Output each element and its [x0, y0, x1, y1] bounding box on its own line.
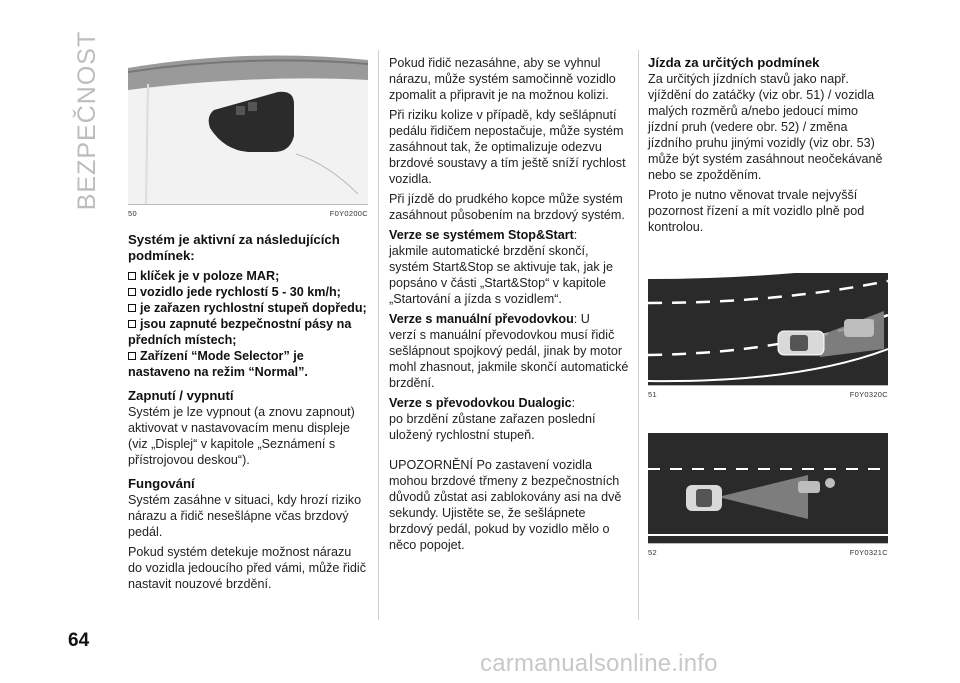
section-title-text: BEZPEČNOST: [73, 30, 102, 210]
paragraph: Proto je nutno věnovat trvale nejvyšší pozornost řízení a mít vozidlo plně pod kontrolou.: [648, 188, 865, 234]
column-divider: [638, 50, 639, 620]
figure-52: [648, 423, 888, 557]
column-1: [128, 44, 368, 592]
figure-caption: [648, 390, 888, 399]
figure-number: 51: [648, 390, 657, 399]
onoff-text: Systém je lze vypnout (a znovu zapnout) aktivovat v nastavovacím menu displeje (viz „Displej“ v kapitole „Seznámení s přístrojovou deskou“).: [128, 405, 355, 467]
column-divider: [378, 50, 379, 620]
stopstart-paragraph: Verze se systémem Stop&Start: jakmile automatické brzdění skončí, systém Start&Stop se aktivuje tak, jak je popsáno v části „Start&Stop“ v kapitole „Startování a jízda s vozidlem“.: [389, 228, 613, 306]
conditions-heading: Jízda za určitých podmínek: [648, 55, 820, 70]
figure-caption: [128, 209, 368, 218]
function-heading: Fungování: [128, 476, 195, 491]
square-bullet-icon: [128, 288, 136, 296]
figure-51: [648, 273, 888, 399]
watermark[interactable]: carmanualsonline.info: [480, 650, 718, 677]
figure-code: F0Y0321C: [849, 548, 888, 557]
conditions-intro: Systém je aktivní za následujících podmínek:: [128, 232, 340, 263]
figure-number: 52: [648, 548, 657, 557]
condition-item: Zařízení “Mode Selector” je nastaveno na režim “Normal”.: [128, 349, 308, 379]
condition-item: vozidlo jede rychlostí 5 - 30 km/h;: [128, 284, 368, 300]
onoff-heading: Zapnutí / vypnutí: [128, 388, 234, 403]
column-3: [648, 55, 888, 557]
stopstart-label: Verze se systémem Stop&Start: [389, 228, 574, 242]
warning-text: UPOZORNĚNÍ Po zastavení vozidla mohou brzdové třmeny z bezpečnostních důvodů zůstat asi zablokovány asi na dvě sekundy. Ujistěte se, že sešlápnete brzdový pedál, pokud by vozidlo mělo o něco popojet.: [389, 458, 622, 552]
manual-label: Verze s manuální převodovkou: [389, 312, 574, 326]
condition-item: jsou zapnuté bezpečnostní pásy na předních místech;: [128, 317, 352, 347]
manual-paragraph: Verze s manuální převodovkou: U verzí s manuální převodovkou musí řidič sešlápnout spojkový pedál, jinak by motor mohl zhasnout, jakmile skončí automatické brzdění.: [389, 312, 629, 390]
paragraph: Pokud řidič nezasáhne, aby se vyhnul nárazu, může systém samočinně vozidlo zpomalit a připravit je na možnou kolizi.: [389, 56, 616, 102]
paragraph: Při jízdě do prudkého kopce může systém zasáhnout působením na brzdový systém.: [389, 192, 625, 222]
conditions-list: [128, 268, 368, 380]
dualogic-label: Verze s převodovkou Dualogic: [389, 396, 572, 410]
condition-item: klíček je v poloze MAR;: [128, 268, 368, 284]
windshield-sensor-illustration: [128, 44, 368, 204]
paragraph: Při riziku kolize v případě, kdy sešlápnutí pedálu řidičem nepostačuje, může systém zasáhnout tak, že optimalizuje odezvu brzdové soustavy a tím ještě sníží rychlost vozidla.: [389, 108, 626, 186]
column-2: [389, 55, 629, 553]
function-text: Systém zasáhne v situaci, kdy hrozí riziko nárazu a řidič nesešlápne včas brzdový pedál.: [128, 493, 362, 539]
figure-code: F0Y0200C: [329, 209, 368, 218]
square-bullet-icon: [128, 352, 136, 360]
figure-number: 50: [128, 209, 137, 218]
lane-offset-illustration: [648, 423, 888, 543]
figure-50: [128, 44, 368, 218]
curve-road-illustration: [648, 273, 888, 385]
dualogic-paragraph: Verze s převodovkou Dualogic: po brzdění zůstane zařazen poslední uložený rychlostní stupeň.: [389, 396, 596, 442]
paragraph: Za určitých jízdních stavů jako např. vjíždění do zatáčky (viz obr. 51) / vozidla malých rozměrů a/nebo jedoucí mimo jízdní pruh (vedere obr. 52) / změna jízdního pruhu jinými vozidly (viz obr. 53) může být systém zasáhnout neočekávaně nebo se zpožděním.: [648, 72, 883, 182]
condition-item: je zařazen rychlostní stupeň dopředu;: [128, 300, 368, 316]
square-bullet-icon: [128, 320, 136, 328]
square-bullet-icon: [128, 304, 136, 312]
figure-caption: [648, 548, 888, 557]
page-number: 64: [68, 630, 90, 651]
function-text: Pokud systém detekuje možnost nárazu do vozidla jedoucího před vámi, může řidič nastavit nouzové brzdění.: [128, 545, 367, 591]
section-title: [58, 30, 118, 210]
figure-code: F0Y0320C: [849, 390, 888, 399]
square-bullet-icon: [128, 272, 136, 280]
